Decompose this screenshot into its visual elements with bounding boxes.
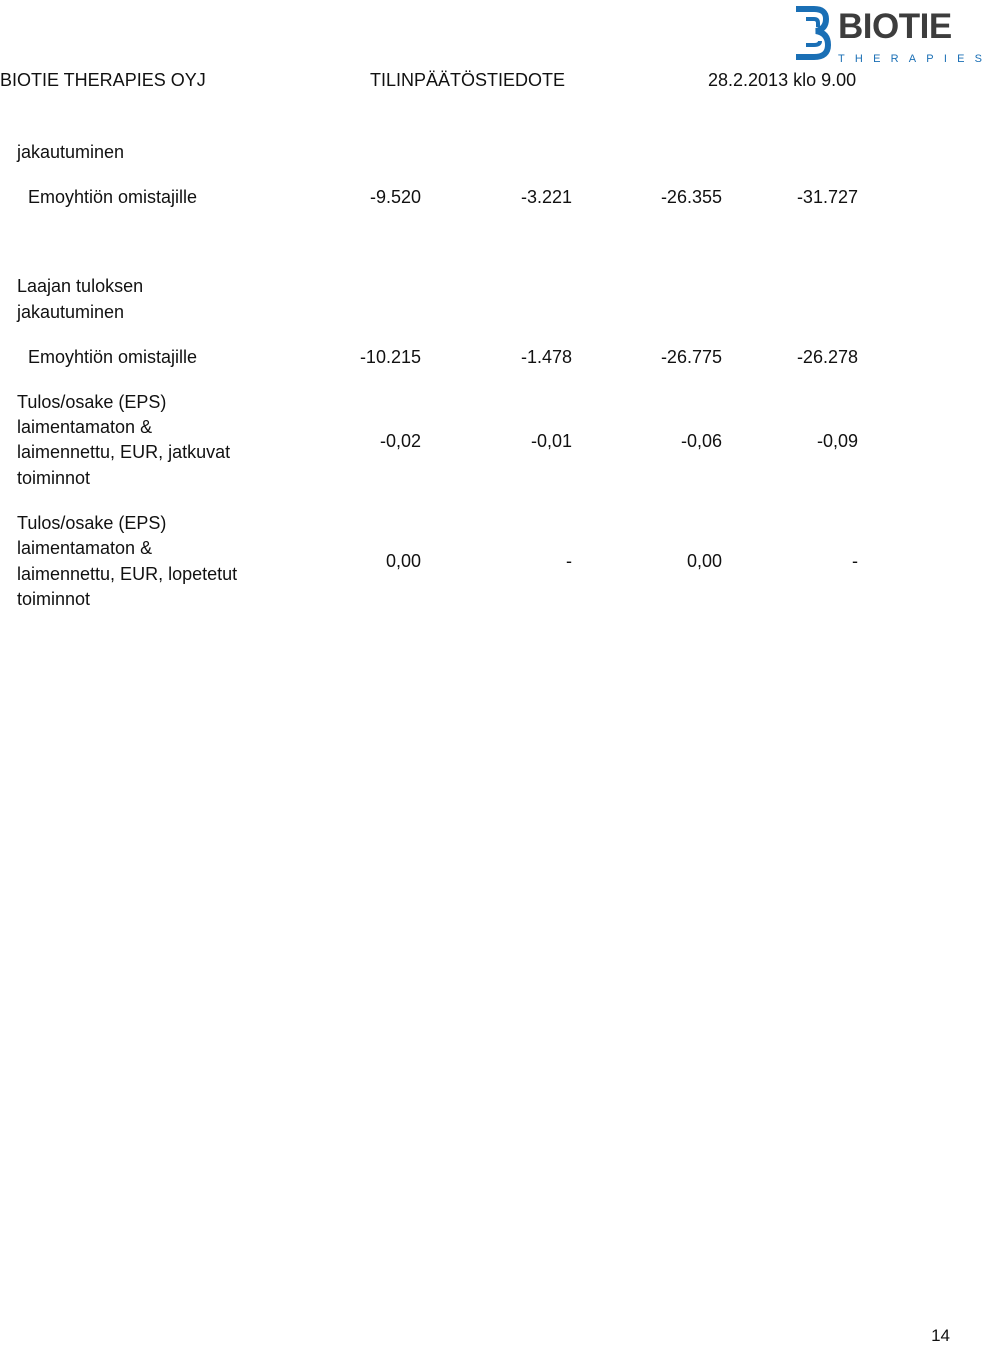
value-cell: - [852, 551, 858, 571]
value-cell: -1.478 [520, 347, 572, 367]
row-label: Tulos/osake (EPS) [17, 392, 167, 412]
value-cell: - [566, 551, 572, 571]
logo-mark-icon [792, 5, 836, 61]
value-cell: -0,01 [530, 431, 572, 451]
page-number: 14 [931, 1326, 950, 1345]
row-label: toiminnot [17, 468, 91, 488]
value-cell: 0,00 [686, 551, 722, 571]
biotie-logo [792, 3, 992, 67]
section-label: jakautuminen [17, 142, 125, 162]
value-cell: -0,02 [379, 431, 421, 451]
value-cell: -0,09 [816, 431, 858, 451]
row-label: laimentamaton & [17, 417, 153, 437]
value-cell: -26.355 [660, 187, 722, 207]
document-date: 28.2.2013 klo 9.00 [708, 70, 857, 90]
value-cell: -26.278 [796, 347, 858, 367]
section-label: jakautuminen [17, 302, 125, 322]
row-label: Tulos/osake (EPS) [17, 513, 167, 533]
value-cell: -26.775 [660, 347, 722, 367]
value-cell: -9.520 [369, 187, 421, 207]
value-cell: -0,06 [680, 431, 722, 451]
row-label: laimentamaton & [17, 538, 153, 558]
logo-wordmark: BIOTIE [838, 7, 952, 46]
row-label: laimennettu, EUR, jatkuvat [17, 442, 231, 462]
value-cell: -31.727 [796, 187, 858, 207]
row-label: toiminnot [17, 589, 91, 609]
company-name: BIOTIE THERAPIES OYJ [0, 70, 206, 90]
section-label: Laajan tuloksen [17, 276, 144, 296]
logo-subtitle: THERAPIES [838, 53, 992, 65]
value-cell: -3.221 [520, 187, 572, 207]
value-cell: 0,00 [385, 551, 421, 571]
document-title: TILINPÄÄTÖSTIEDOTE [370, 70, 566, 90]
row-label: laimennettu, EUR, lopetetut [17, 564, 238, 584]
row-label: Emoyhtiön omistajille [28, 187, 198, 207]
row-label: Emoyhtiön omistajille [28, 347, 198, 367]
value-cell: -10.215 [359, 347, 421, 367]
